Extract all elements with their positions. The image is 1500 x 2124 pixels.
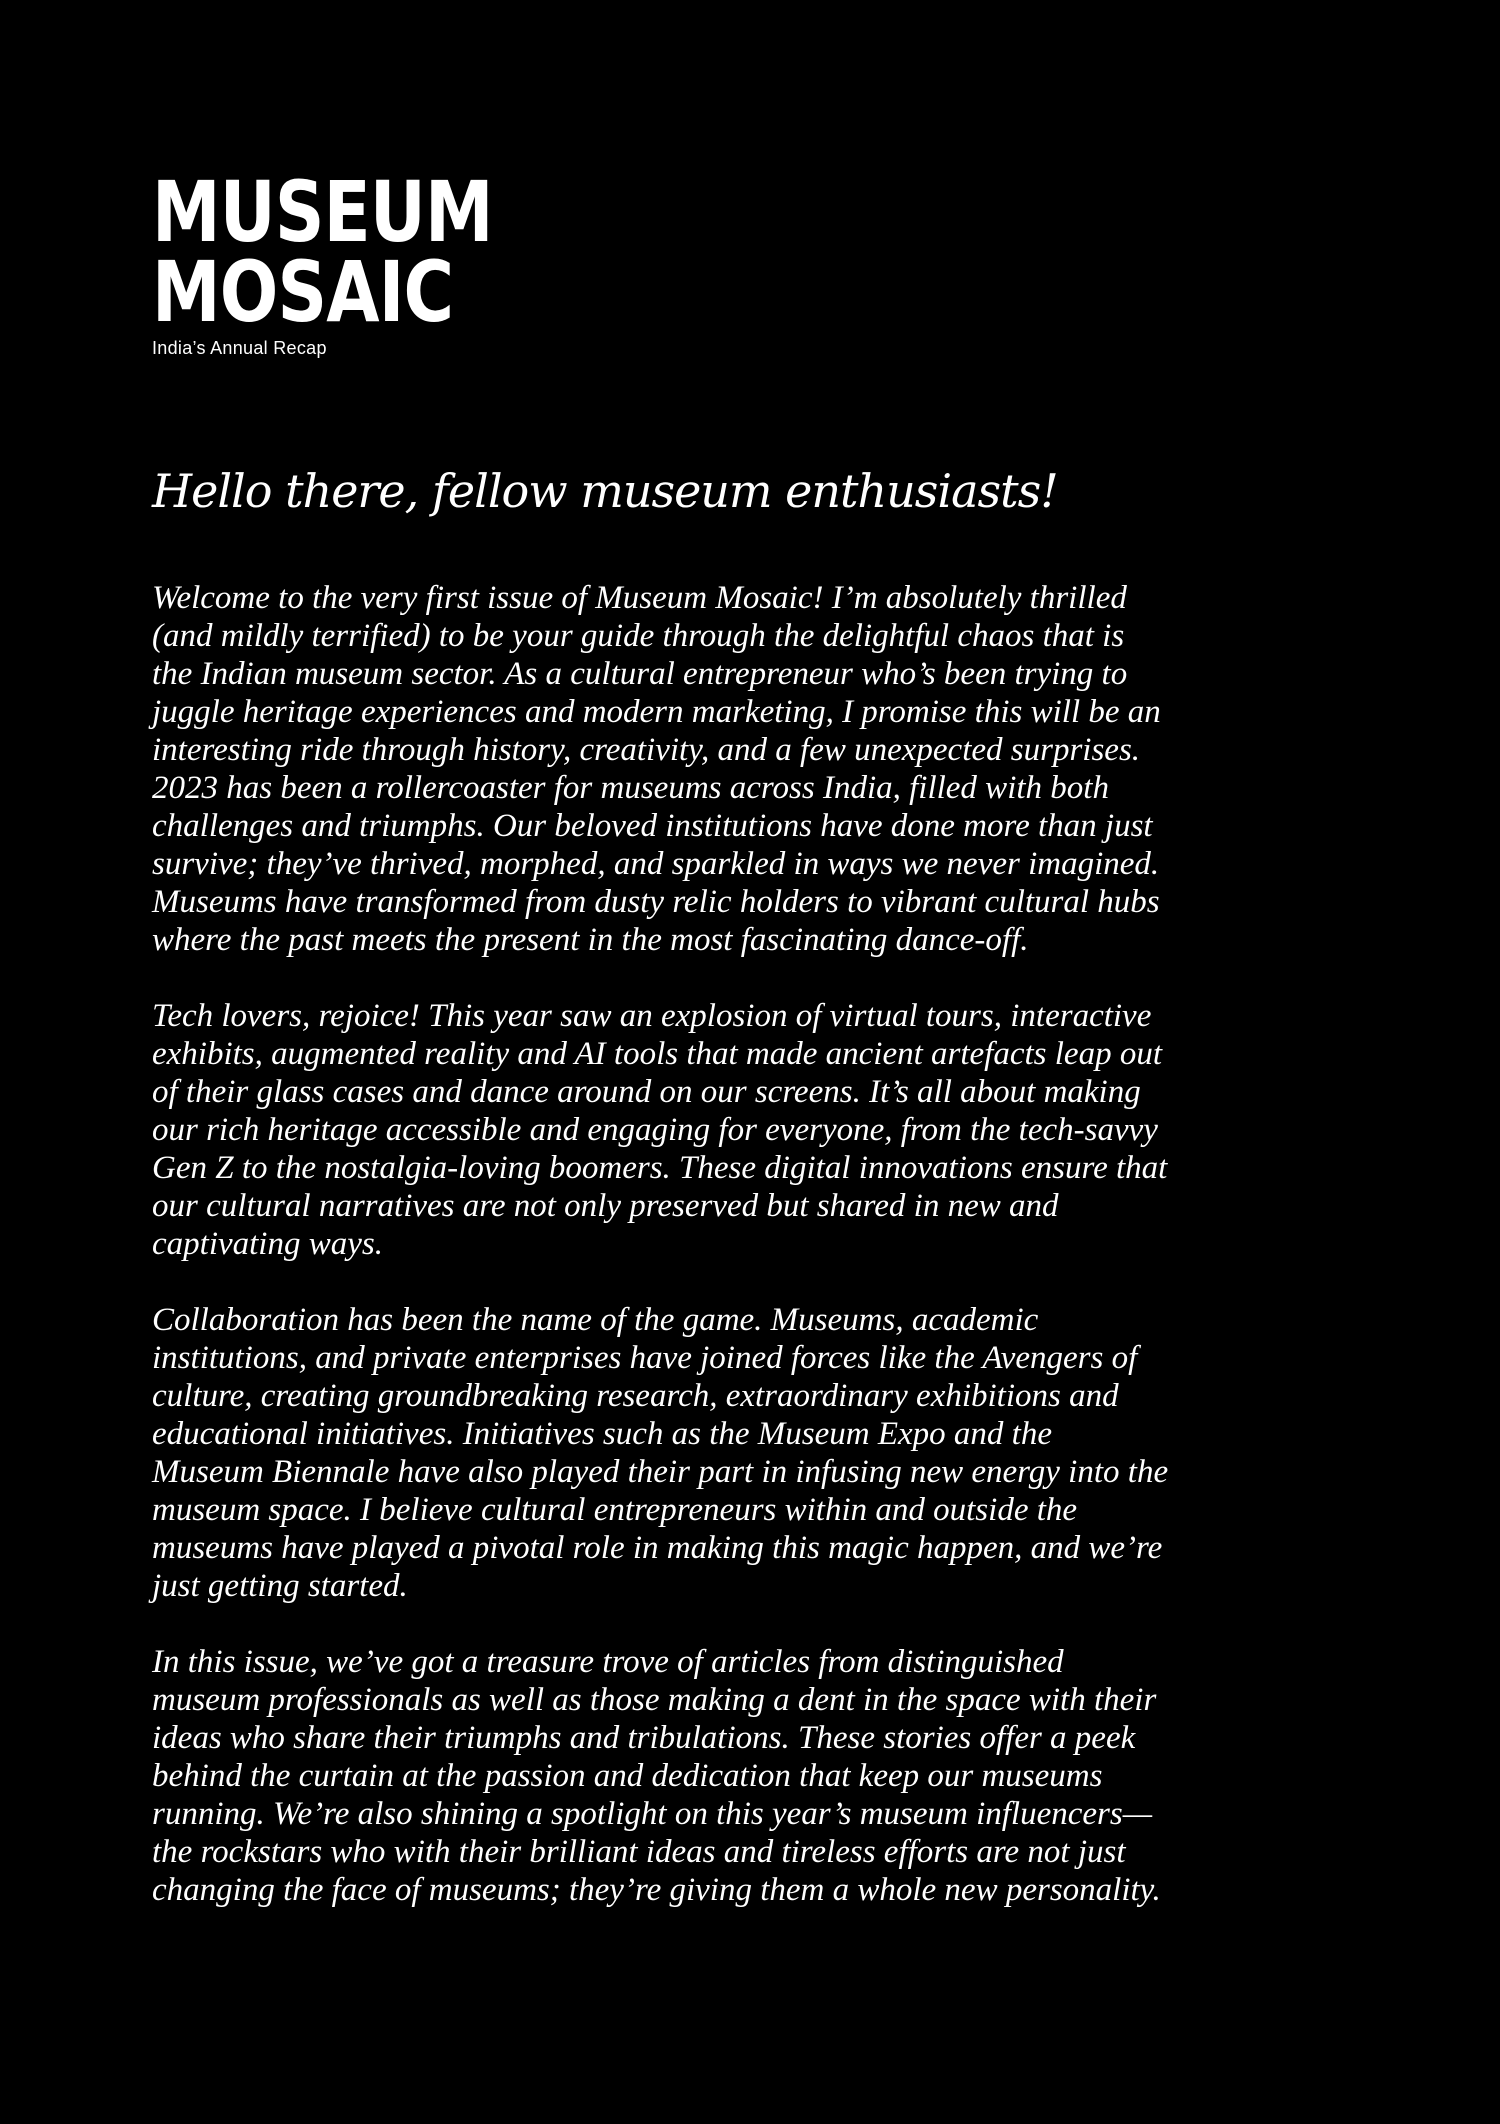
editorial-page bbox=[152, 163, 1192, 1947]
editorial-body bbox=[152, 579, 1192, 1909]
paragraph-this-issue: In this issue, we’ve got a treasure trove of articles from distinguished museum professionals as well as those making a dent in the space with their ideas who share their triumphs and tribulations. These stories offer a peek behind the curtain at the passion and dedication that keep our museums running. We’re also shining a spotlight on this year’s museum influencers—the rockstars who with their brilliant ideas and tireless efforts are not just changing the face of museums; they’re giving them a whole new personality. bbox=[152, 1644, 1161, 1908]
paragraph-welcome: Welcome to the very first issue of Museum Mosaic! I’m absolutely thrilled (and mildly terrified) to be your guide through the delightful chaos that is the Indian museum sector. As a cultural entrepreneur who’s been trying to juggle heritage experiences and modern marketing, I promise this will be an interesting ride through history, creativity, and a few unexpected surprises. 2023 has been a rollercoaster for museums across India, filled with both challenges and triumphs. Our beloved institutions have done more than just survive; they’ve thrived, morphed, and sparkled in ways we never imagined. Museums have transformed from dusty relic holders to vibrant cultural hubs where the past meets the present in the most fascinating dance-off. bbox=[152, 580, 1161, 958]
logo-line-2: MOSAIC bbox=[152, 243, 454, 341]
museum-mosaic-logo bbox=[152, 163, 1005, 341]
paragraph-tech: Tech lovers, rejoice! This year saw an explosion of virtual tours, interactive exhibits, augmented reality and AI tools that made ancient artefacts leap out of their glass cases and dance around on our screens. It’s all about making our rich heritage accessible and engaging for everyone, from the tech-savvy Gen Z to the nostalgia-loving boomers. These digital innovations ensure that our cultural narratives are not only preserved but shared in new and captivating ways. bbox=[152, 998, 1168, 1262]
greeting-heading: Hello there, fellow museum enthusiasts! bbox=[152, 464, 1058, 518]
tagline: India’s Annual Recap bbox=[152, 338, 327, 358]
paragraph-collaboration: Collaboration has been the name of the game. Museums, academic institutions, and private enterprises have joined forces like the Avengers of culture, creating groundbreaking research, extraordinary exhibitions and educational initiatives. Initiatives such as the Museum Expo and the Museum Biennale have also played their part in infusing new energy into the museum space. I believe cultural entrepreneurs within and outside the museums have played a pivotal role in making this magic happen, and we’re just getting started. bbox=[152, 1302, 1169, 1604]
logo-line-1: MUSEUM bbox=[152, 163, 493, 261]
